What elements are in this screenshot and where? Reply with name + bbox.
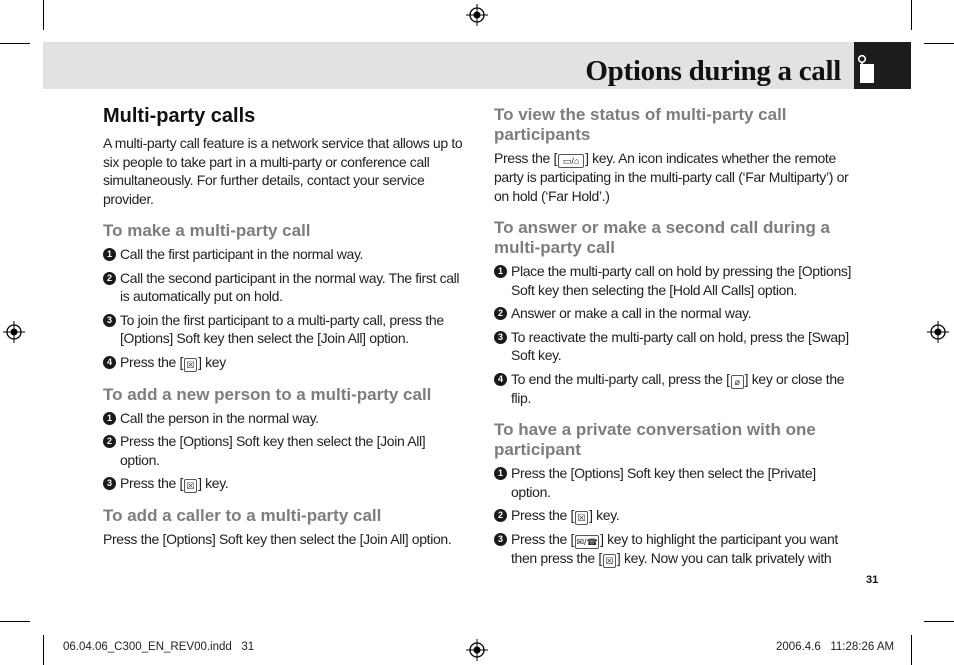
step-number: 2 bbox=[494, 509, 507, 522]
step-text: Call the second participant in the normal way. The first call is automatically put on hold. bbox=[120, 269, 460, 304]
step-text: To join the first participant to a multi-party call, press the [Options] Soft key then select the [Join All] option. bbox=[120, 311, 444, 346]
step-number: 3 bbox=[103, 314, 116, 327]
chapter-tab bbox=[854, 42, 911, 89]
crop-mark bbox=[0, 43, 30, 44]
step-text: ] key or close the flip. bbox=[511, 370, 845, 406]
step-text: ] key to highlight the participant you want then press the [ bbox=[511, 531, 838, 566]
step-number: 2 bbox=[103, 272, 116, 285]
ok-key-icon: ☒ bbox=[603, 554, 616, 568]
intro-paragraph: A multi-party call feature is a network service that allows up to six people to take part in a multi-party or conference call simultaneously. For further details, contact your service provider. bbox=[103, 135, 463, 207]
step-text: To reactivate the multi-party call on hold, press the [Swap] Soft key. bbox=[511, 328, 849, 363]
heading-add-new-person: To add a new person to a multi-party call bbox=[103, 384, 432, 404]
crop-mark bbox=[924, 43, 954, 44]
list-item bbox=[103, 474, 465, 493]
heading-view-status: To view the status of multi-party call participants bbox=[494, 105, 787, 144]
step-text: ] key bbox=[198, 353, 226, 370]
step-text: ] key. bbox=[198, 475, 229, 491]
view-key-icon: ▭/⌂ bbox=[558, 154, 584, 168]
crop-mark bbox=[924, 621, 954, 622]
step-text: ] key. bbox=[589, 507, 620, 523]
make-call-steps bbox=[103, 245, 465, 372]
step-number: 3 bbox=[494, 533, 507, 546]
footer-timestamp: 2006.4.6 11:28:26 AM bbox=[776, 641, 895, 653]
crop-mark bbox=[43, 0, 44, 30]
body-text: Press the [ bbox=[494, 150, 558, 166]
step-number: 2 bbox=[103, 435, 116, 448]
step-number: 1 bbox=[494, 265, 507, 278]
crop-mark bbox=[911, 635, 912, 665]
step-text: Press the [ bbox=[120, 353, 184, 370]
list-item bbox=[103, 353, 465, 372]
step-text: Press the [Options] Soft key then select the [Private] option. bbox=[511, 465, 816, 500]
list-item bbox=[103, 409, 465, 428]
step-number: 1 bbox=[103, 248, 116, 261]
list-item bbox=[494, 530, 856, 568]
list-item bbox=[494, 262, 856, 299]
body-text: ] key. An icon indicates whether the remote party is participating in the multi-party call (‘Far Multiparty’) or on hold (‘Far Hold’.) bbox=[494, 150, 849, 204]
step-number: 4 bbox=[494, 373, 507, 386]
left-column bbox=[103, 105, 465, 549]
right-column bbox=[494, 105, 856, 573]
step-number: 1 bbox=[103, 412, 116, 425]
step-number: 3 bbox=[494, 331, 507, 344]
step-number: 1 bbox=[494, 467, 507, 480]
step-text: Place the multi-party call on hold by pressing the [Options] Soft key then selecting the [Hold All Calls] option. bbox=[511, 263, 852, 298]
step-text: Call the person in the normal way. bbox=[120, 409, 319, 426]
add-caller-text: Press the [Options] Soft key then select the [Join All] option. bbox=[103, 531, 452, 547]
step-text: To end the multi-party call, press the [ bbox=[511, 370, 730, 387]
registration-mark-icon bbox=[466, 4, 488, 26]
section-title: Multi-party calls bbox=[103, 105, 256, 127]
list-item bbox=[103, 245, 465, 264]
list-item bbox=[494, 370, 856, 408]
heading-second-call: To answer or make a second call during a multi-party call bbox=[494, 218, 831, 257]
step-text: Answer or make a call in the normal way. bbox=[511, 305, 752, 321]
list-item bbox=[494, 506, 856, 525]
footer-file-info: 06.04.06_C300_EN_REV00.indd 31 bbox=[63, 641, 255, 653]
step-text: Press the [Options] Soft key then select the [Join All] option. bbox=[120, 433, 426, 468]
page-title: Options during a call bbox=[585, 55, 841, 87]
registration-mark-icon bbox=[3, 321, 25, 343]
step-text: Call the first participant in the normal way. bbox=[120, 246, 364, 262]
list-item bbox=[494, 328, 856, 365]
ok-key-icon: ☒ bbox=[184, 479, 197, 493]
registration-mark-icon bbox=[466, 639, 488, 661]
heading-add-caller: To add a caller to a multi-party call bbox=[103, 506, 382, 525]
page-number: 31 bbox=[866, 574, 879, 586]
crop-mark bbox=[0, 621, 30, 622]
list-item bbox=[494, 304, 856, 323]
step-text: Press the [ bbox=[511, 531, 575, 547]
end-key-icon: ⌀ bbox=[731, 375, 744, 389]
nav-key-icon: ✉/☎ bbox=[576, 537, 598, 547]
add-person-steps bbox=[103, 409, 465, 494]
registration-mark-icon bbox=[927, 321, 949, 343]
heading-make-multiparty-call: To make a multi-party call bbox=[103, 221, 311, 240]
step-number: 2 bbox=[494, 307, 507, 320]
list-item bbox=[103, 269, 465, 306]
list-item bbox=[103, 311, 465, 348]
step-text: Press the [ bbox=[511, 507, 575, 523]
list-item bbox=[494, 464, 856, 501]
ok-key-icon: ☒ bbox=[575, 511, 588, 525]
step-number: 3 bbox=[103, 477, 116, 490]
phone-handset-icon bbox=[854, 42, 911, 89]
crop-mark bbox=[911, 0, 912, 30]
step-text: ] key. Now you can talk privately with bbox=[616, 550, 832, 566]
second-call-steps bbox=[494, 262, 856, 407]
step-text: Press the [ bbox=[120, 475, 184, 491]
crop-mark bbox=[43, 635, 44, 665]
private-steps bbox=[494, 464, 856, 568]
heading-private-conversation: To have a private conversation with one participant bbox=[494, 420, 816, 459]
step-number: 4 bbox=[103, 356, 116, 369]
ok-key-icon: ☒ bbox=[184, 358, 197, 372]
list-item bbox=[103, 432, 465, 469]
view-status-text bbox=[494, 149, 856, 205]
